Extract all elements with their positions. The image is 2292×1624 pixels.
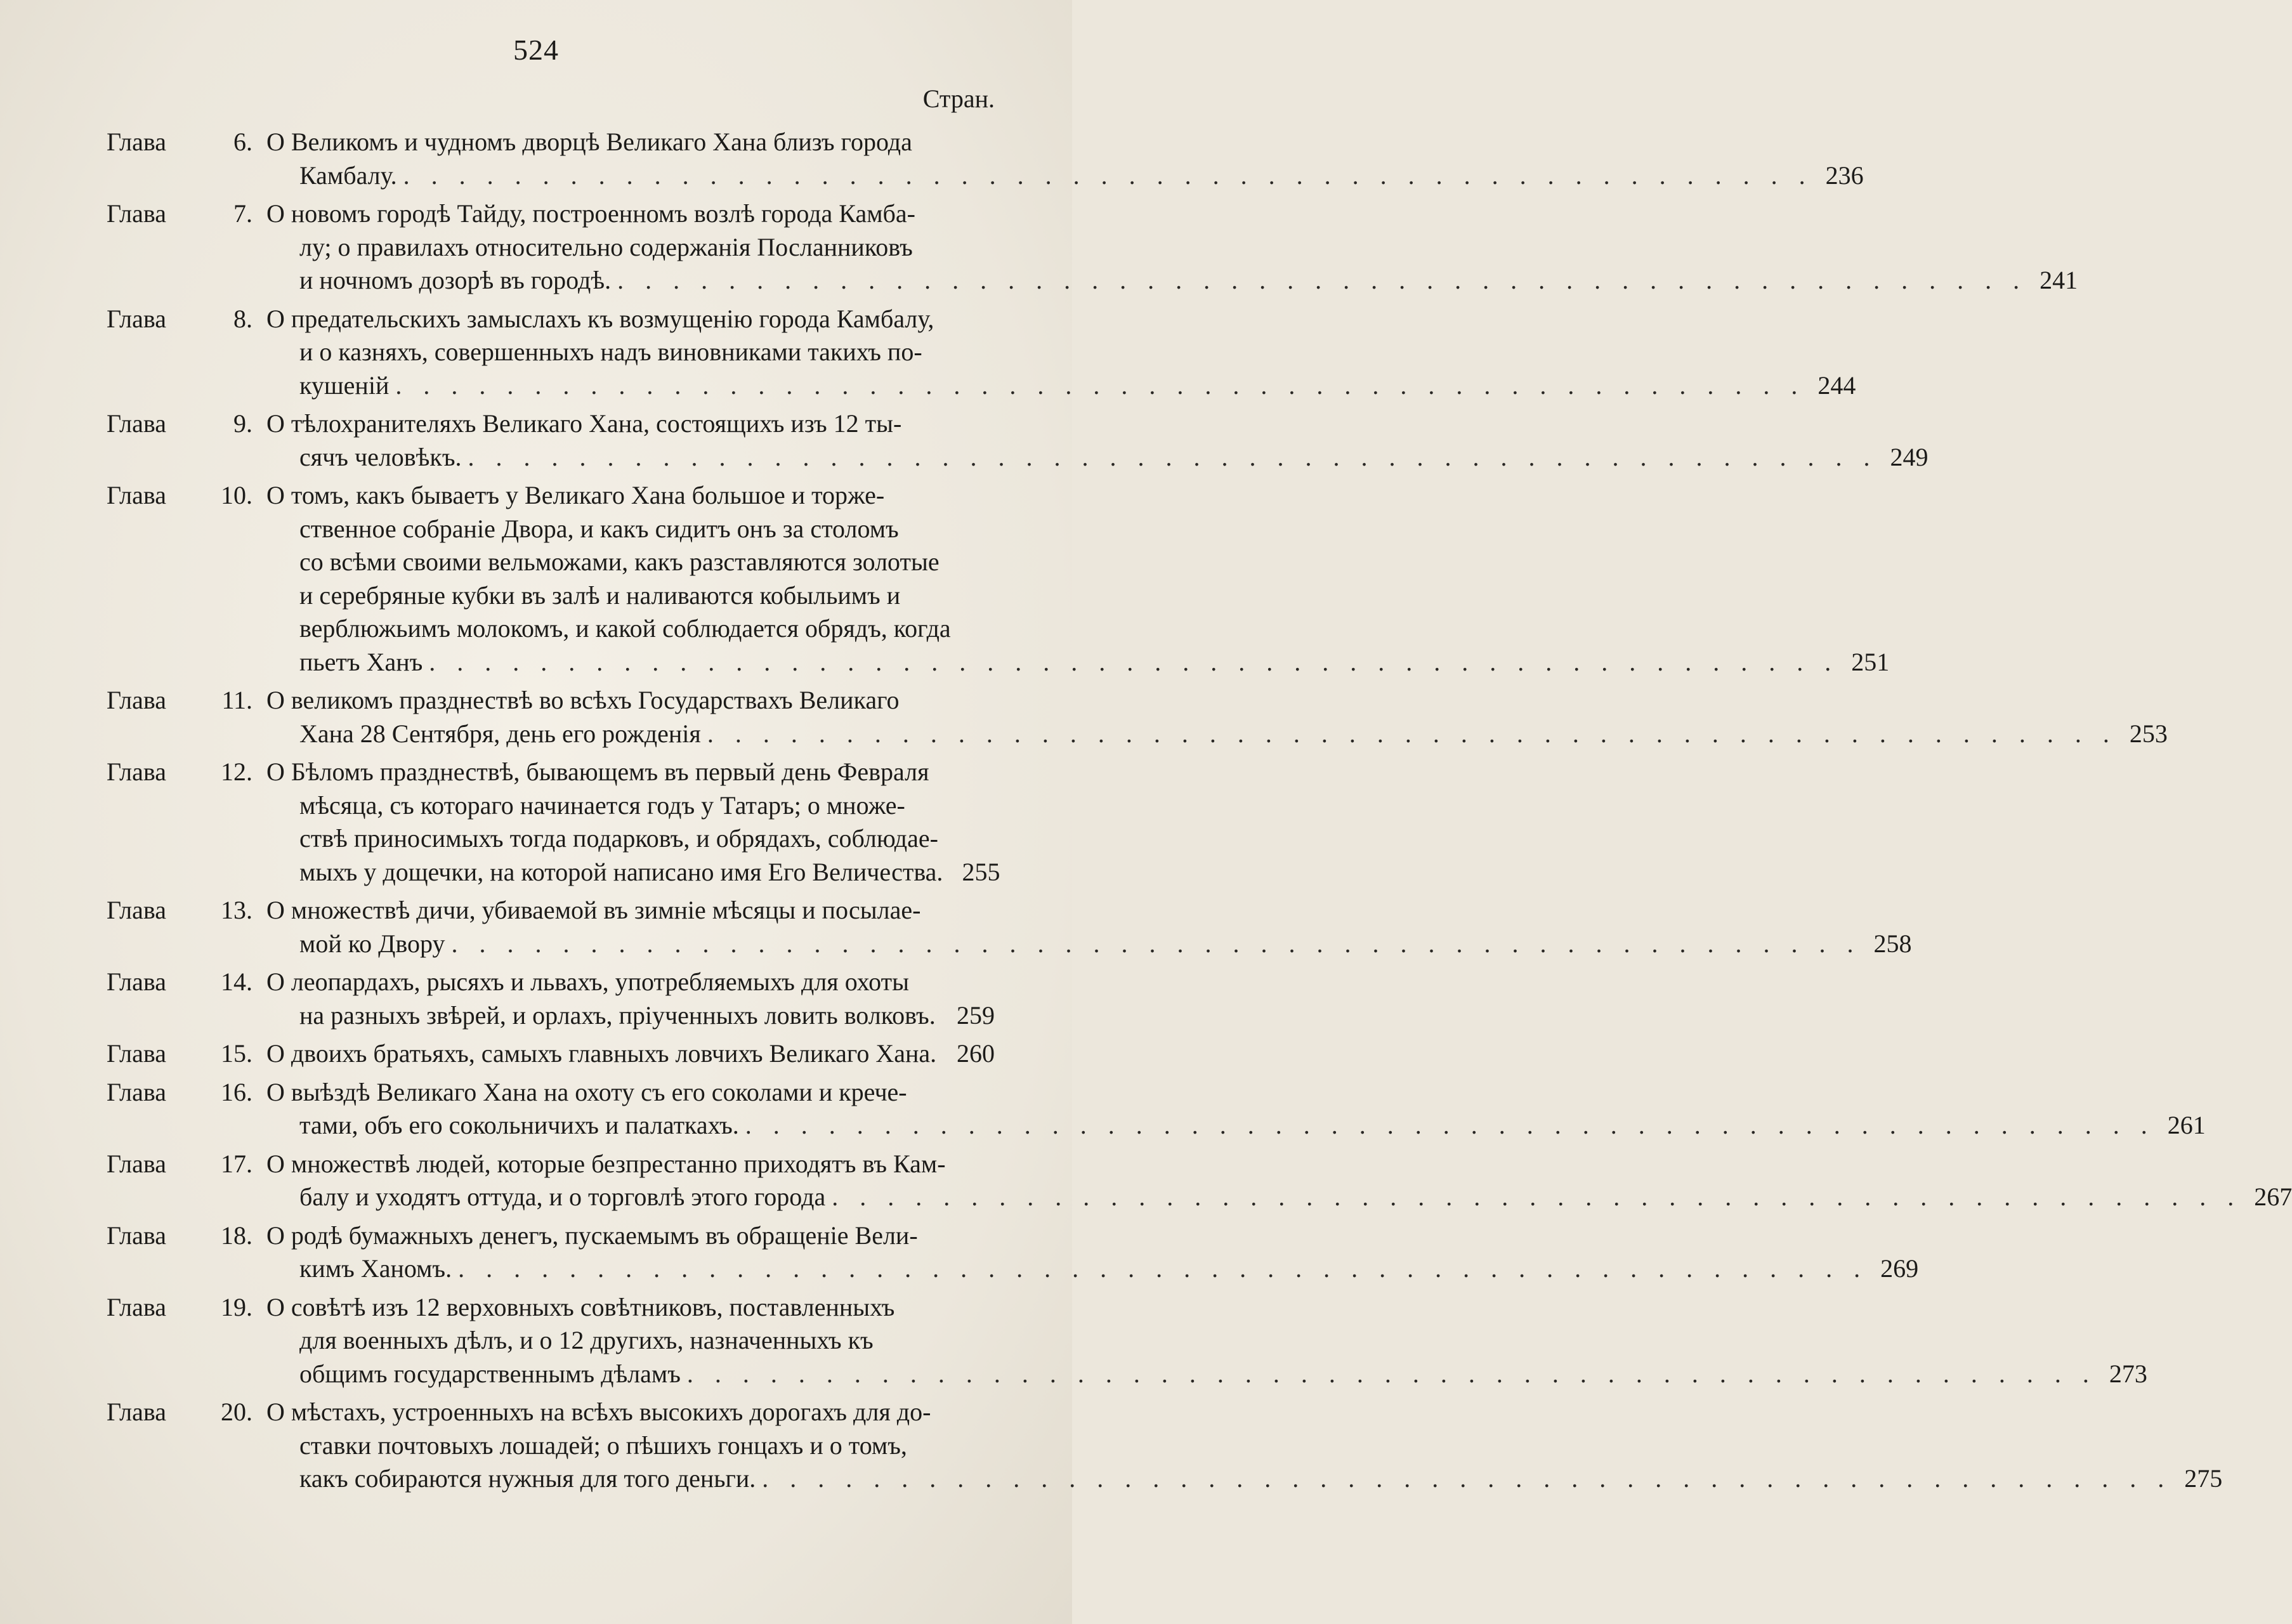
description-line: О родѣ бумажныхъ денегъ, пускаемымъ въ обращеніе Вели- (266, 1221, 918, 1250)
chapter-number: 8. (233, 304, 252, 333)
chapter-word: Глава (107, 304, 166, 333)
chapter-word: Глава (107, 686, 166, 714)
chapter-word: Глава (107, 409, 166, 438)
dot-leader: . . . . . . . . . . . . . . . . . . . . . . . . . . . . . . . . . . . . . . . . . . . . . . . . . . . (762, 1464, 2172, 1493)
entry-gap (107, 679, 995, 684)
description-text: Хана 28 Сентября, день его рожденія (299, 719, 701, 748)
chapter-word: Глава (107, 128, 166, 156)
toc-entry (107, 1219, 1919, 1286)
chapter-number: 10. (221, 481, 252, 509)
dot-leader: . . . . . . . . . . . . . . . . . . . . . . . . . . . . . . . . . . . . . . . . . . . . . . . . . . . (686, 1359, 2097, 1388)
chapter-description (266, 197, 2078, 298)
dot-leader: . . . . . . . . . . . . . . . . . . . . . . . . . . . . . . . . . . . . . . . . . . . . . . . . . . . (451, 929, 1861, 958)
chapter-description (266, 1037, 995, 1071)
chapter-word: Глава (107, 1221, 166, 1250)
description-line: верблюжьимъ молокомъ, и какой соблюдается обрядъ, когда (299, 614, 951, 643)
chapter-word: Глава (107, 757, 166, 786)
description-text: О двоихъ братьяхъ, самыхъ главныхъ ловчихъ Великаго Хана. (266, 1039, 937, 1068)
chapter-label (107, 1219, 266, 1253)
chapter-number: 9. (233, 409, 252, 438)
description-text: мыхъ у дощечки, на которой написано имя Его Величества. (299, 857, 943, 886)
description-last-line (266, 264, 2078, 298)
dot-leader: . . . . . . . . . . . . . . . . . . . . . . . . . . . . . . . . . . . . . . . . . . . . . . . . . . . (395, 370, 1805, 400)
chapter-word: Глава (107, 1077, 166, 1106)
page-column-header: Стран. (922, 84, 995, 113)
toc-entry (107, 894, 1912, 960)
page-ref: 244 (1817, 370, 1856, 400)
toc-entry (107, 479, 1890, 679)
chapter-number: 17. (221, 1149, 252, 1178)
chapter-description (266, 407, 1929, 474)
description-text: Камбалу. (299, 160, 397, 190)
entry-gap (107, 1071, 995, 1076)
chapter-description (266, 1219, 1918, 1286)
chapter-description (266, 1148, 2292, 1214)
chapter-number: 16. (221, 1077, 252, 1106)
toc-entry (107, 756, 1000, 889)
chapter-label (107, 303, 266, 336)
description-line: О множествѣ дичи, убиваемой въ зимніе мѣсяцы и посылае- (266, 896, 921, 924)
description-text: балу и уходятъ оттуда, и о торговлѣ этого города (299, 1182, 826, 1211)
description-line: со всѣми своими вельможами, какъ разставляются золотые (299, 547, 940, 576)
description-line: О совѣтѣ изъ 12 верховныхъ совѣтниковъ, поставленныхъ (266, 1292, 895, 1321)
chapter-label (107, 1148, 266, 1181)
chapter-label (107, 126, 266, 159)
description-line: ствѣ приносимыхъ тогда подарковъ, и обрядахъ, соблюдае- (299, 824, 938, 853)
entry-gap (107, 474, 995, 479)
description-line: мѣсяца, съ котораго начинается годъ у Татаръ; о множе- (299, 790, 905, 820)
description-text: кимъ Ханомъ. (299, 1254, 452, 1283)
page-ref: 273 (2109, 1359, 2147, 1388)
chapter-label (107, 1037, 266, 1071)
description-line: и серебряные кубки въ залѣ и наливаются кобыльимъ и (299, 580, 901, 610)
description-text: пьетъ Ханъ (299, 647, 423, 676)
page-ref: 260 (957, 1039, 995, 1068)
description-line: О Великомъ и чудномъ дворцѣ Великаго Хана близъ города (266, 128, 912, 156)
toc-entry (107, 1148, 2292, 1214)
page-ref: 253 (2129, 719, 2168, 748)
description-line: ставки почтовыхъ лошадей; о пѣшихъ гонцахъ и о томъ, (299, 1431, 907, 1460)
page-ref: 267 (2254, 1182, 2292, 1211)
page-number: 524 (513, 34, 559, 66)
description-line: О великомъ празднествѣ во всѣхъ Государствахъ Великаго (266, 686, 900, 714)
dot-leader: . . . . . . . . . . . . . . . . . . . . . . . . . . . . . . . . . . . . . . . . . . . . . . . . . . . (429, 647, 1839, 676)
chapter-word: Глава (107, 896, 166, 924)
description-text: мой ко Двору (299, 929, 445, 958)
entry-gap (107, 750, 995, 756)
description-last-line (266, 1462, 2222, 1496)
chapter-description (266, 894, 1912, 960)
description-text: общимъ государственнымъ дѣламъ (299, 1359, 681, 1388)
description-line: О Бѣломъ празднествѣ, бывающемъ въ первый день Февраля (266, 757, 929, 786)
chapter-label (107, 197, 266, 231)
chapter-description (266, 966, 995, 1032)
description-line: О леопардахъ, рысяхъ и львахъ, употребляемыхъ для охоты (266, 967, 910, 996)
toc-entry (107, 1396, 2223, 1496)
page-ref: 259 (957, 1000, 995, 1030)
description-line: О новомъ городѣ Тайду, построенномъ возлѣ города Камба- (266, 199, 915, 228)
chapter-number: 18. (221, 1221, 252, 1250)
page-ref: 249 (1890, 442, 1929, 471)
entry-gap (107, 402, 995, 407)
page-ref: 258 (1873, 929, 1912, 958)
description-text: какъ собираются нужныя для того деньги. (299, 1464, 756, 1493)
toc-entry (107, 303, 1856, 403)
description-last-line (266, 856, 1000, 889)
dot-leader: . . . . . . . . . . . . . . . . . . . . . . . . . . . . . . . . . . . . . . . . . . . . . . . . . . . (468, 442, 1878, 471)
page-ref: 275 (2184, 1464, 2223, 1493)
entry-gap (107, 1496, 995, 1501)
description-last-line (266, 999, 995, 1033)
entry-gap (107, 1286, 995, 1291)
page-ref: 269 (1880, 1254, 1919, 1283)
toc-entry (107, 684, 2168, 750)
chapter-label (107, 684, 266, 717)
chapter-word: Глава (107, 481, 166, 509)
chapter-label (107, 894, 266, 927)
description-last-line (266, 927, 1912, 961)
chapter-number: 6. (233, 128, 252, 156)
chapter-number: 15. (221, 1039, 252, 1068)
chapter-number: 20. (221, 1398, 252, 1426)
chapter-word: Глава (107, 1149, 166, 1178)
description-last-line (266, 1252, 1918, 1286)
toc-entry (107, 197, 2078, 298)
toc-entry (107, 1291, 2147, 1391)
chapter-description (266, 1291, 2147, 1391)
chapter-label (107, 1396, 266, 1429)
description-text: кушеній (299, 370, 390, 400)
description-line: О множествѣ людей, которые безпрестанно приходятъ въ Кам- (266, 1149, 946, 1178)
chapter-word: Глава (107, 1292, 166, 1321)
page-ref: 251 (1851, 647, 1890, 676)
chapter-word: Глава (107, 1398, 166, 1426)
chapter-label (107, 407, 266, 441)
chapter-label (107, 479, 266, 513)
entry-gap (107, 192, 995, 197)
page-ref: 241 (2040, 266, 2078, 294)
entry-gap (107, 1391, 995, 1396)
toc-entry (107, 407, 1929, 474)
description-line: и о казняхъ, совершенныхъ надъ виновниками такихъ по- (299, 337, 922, 366)
chapter-label (107, 966, 266, 999)
dot-leader: . . . . . . . . . . . . . . . . . . . . . . . . . . . . . . . . . . . . . . . . . . . . . . . . . . . (617, 266, 2027, 294)
entry-gap (107, 1032, 995, 1037)
dot-leader: . . . . . . . . . . . . . . . . . . . . . . . . . . . . . . . . . . . . . . . . . . . . . . . . . . . (458, 1254, 1868, 1283)
description-text: сячъ человѣкъ. (299, 442, 462, 471)
table-of-contents (107, 126, 2292, 1501)
description-text: на разныхъ звѣрей, и орлахъ, пріученныхъ ловить волковъ. (299, 1000, 936, 1030)
description-last-line (266, 369, 1856, 403)
description-last-line (266, 1109, 2206, 1143)
description-line: О предательскихъ замыслахъ къ возмущенію города Камбалу, (266, 304, 934, 333)
entry-gap (107, 1214, 995, 1219)
description-text: тами, объ его сокольничихъ и палаткахъ. (299, 1111, 739, 1139)
description-line: ственное собраніе Двора, и какъ сидитъ онъ за столомъ (299, 514, 899, 543)
chapter-description (266, 303, 1856, 403)
toc-entry (107, 966, 995, 1032)
chapter-word: Глава (107, 199, 166, 228)
chapter-description (266, 126, 1864, 192)
toc-entry (107, 1037, 995, 1071)
entry-gap (107, 298, 995, 303)
chapter-word: Глава (107, 1039, 166, 1068)
chapter-number: 13. (221, 896, 252, 924)
chapter-description (266, 1076, 2206, 1143)
description-last-line (266, 646, 1889, 679)
chapter-number: 7. (233, 199, 252, 228)
chapter-description (266, 756, 1000, 889)
description-line: для военныхъ дѣлъ, и о 12 другихъ, назначенныхъ къ (299, 1326, 874, 1354)
chapter-number: 19. (221, 1292, 252, 1321)
description-last-line (266, 1358, 2147, 1391)
description-text: и ночномъ дозорѣ въ городѣ. (299, 266, 612, 294)
description-last-line (266, 1037, 995, 1071)
page-ref: 236 (1825, 160, 1864, 190)
toc-entry (107, 1076, 2206, 1143)
chapter-description (266, 1396, 2222, 1496)
description-last-line (266, 159, 1864, 193)
page-ref: 261 (2167, 1111, 2206, 1139)
dot-leader: . . . . . . . . . . . . . . . . . . . . . . . . . . . . . . . . . . . . . . . . . . . . . . . . . . . (745, 1111, 2155, 1139)
description-line: О мѣстахъ, устроенныхъ на всѣхъ высокихъ дорогахъ для до- (266, 1398, 931, 1426)
chapter-number: 12. (221, 757, 252, 786)
description-line: О тѣлохранителяхъ Великаго Хана, состоящихъ изъ 12 ты- (266, 409, 902, 438)
description-last-line (266, 717, 2168, 751)
dot-leader: . . . . . . . . . . . . . . . . . . . . . . . . . . . . . . . . . . . . . . . . . . . . . . . . . . . (707, 719, 2117, 748)
entry-gap (107, 889, 995, 894)
chapter-description (266, 684, 2168, 750)
chapter-word: Глава (107, 967, 166, 996)
dot-leader: . . . . . . . . . . . . . . . . . . . . . . . . . . . . . . . . . . . . . . . . . . . . . . . . . . . (403, 160, 1813, 190)
entry-gap (107, 960, 995, 966)
dot-leader: . . . . . . . . . . . . . . . . . . . . . . . . . . . . . . . . . . . . . . . . . . . . . . . . . . . (832, 1182, 2242, 1211)
description-last-line (266, 441, 1929, 475)
page-ref: 255 (962, 857, 1000, 886)
toc-entry (107, 126, 1864, 192)
chapter-number: 11. (221, 686, 252, 714)
description-line: О выѣздѣ Великаго Хана на охоту съ его соколами и крече- (266, 1077, 907, 1106)
chapter-label (107, 756, 266, 789)
description-last-line (266, 1181, 2292, 1214)
chapter-label (107, 1076, 266, 1110)
entry-gap (107, 1143, 995, 1148)
chapter-number: 14. (221, 967, 252, 996)
chapter-label (107, 1291, 266, 1325)
chapter-description (266, 479, 1889, 679)
description-line: О томъ, какъ бываетъ у Великаго Хана большое и торже- (266, 481, 885, 509)
description-line: лу; о правилахъ относительно содержанія Посланниковъ (299, 232, 913, 261)
